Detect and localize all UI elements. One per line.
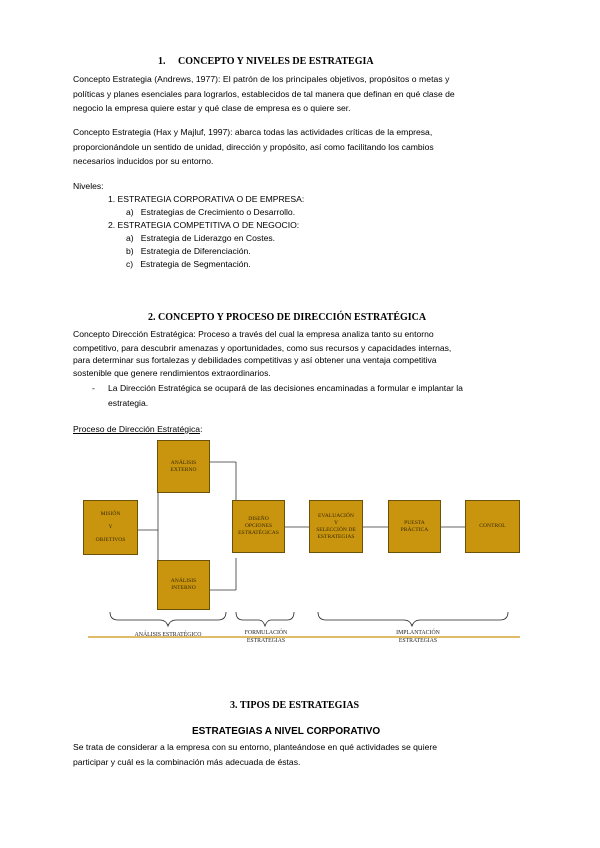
phase-formulacion [232, 630, 300, 645]
level-2-item: a) Estrategia de Liderazgo en Costes. [126, 233, 276, 243]
box-label: ESTRATEGIAS [317, 533, 355, 540]
proceso-label-text: Proceso de Dirección Estratégica [73, 424, 201, 434]
bullet-line: estrategia. [108, 398, 149, 408]
section2-title: 2. CONCEPTO Y PROCESO DE DIRECCIÓN ESTRATÉGICA [148, 312, 427, 323]
box-label: Y [108, 524, 113, 530]
text-line: Se trata de considerar a la empresa con su entorno, planteándose en qué actividades se quiere [73, 742, 438, 752]
phase-label-line: ESTRATEGIAS [246, 637, 286, 644]
box-label: OPCIONES [244, 523, 273, 529]
box-label: DISEÑO [248, 516, 269, 522]
box-label: ANÁLISIS [170, 459, 197, 466]
phase-label-line: FORMULACIÓN [244, 630, 288, 636]
box-label: ESTRATÉGICAS [238, 530, 279, 536]
mision-objetivos-box [83, 500, 138, 555]
box-label: MISIÓN [100, 511, 121, 517]
level-2-item: b) Estrategia de Diferenciación. [126, 246, 251, 256]
text-line: negocio la empresa quiere estar y qué clase de empresa es o quiere ser. [73, 103, 351, 114]
box-label: EVALUACIÓN [318, 512, 354, 519]
level-2-item: c) Estrategia de Segmentación. [126, 259, 251, 269]
box-label: OBJETIVOS [95, 537, 126, 543]
text-line: Concepto Estrategia (Andrews, 1977): El patrón de los principales objetivos, propósitos o metas y [73, 74, 450, 84]
niveles-label: Niveles: [73, 181, 104, 191]
analisis-externo-box [157, 440, 210, 493]
section1-title: 1. CONCEPTO Y NIVELES DE ESTRATEGIA [158, 56, 374, 67]
level-1-item: a) Estrategias de Crecimiento o Desarrollo. [126, 207, 296, 217]
evaluacion-seleccion-box [309, 500, 363, 553]
box-label: PUESTA [404, 519, 425, 526]
box-label: PRÁCTICA [400, 526, 429, 533]
box-label: Y [333, 519, 339, 526]
box-label: ANÁLISIS [170, 578, 197, 584]
section3-paragraph [73, 740, 527, 769]
text-line: políticas y planes esenciales para lograrlos, establecidos de tal manera que definan en qué clase de [73, 88, 455, 99]
text-line: necesarios inducidos por su entorno. [73, 156, 214, 167]
box-label: SELECCIÓN DE [316, 526, 356, 533]
section3-title: 3. TIPOS DE ESTRATEGIAS [230, 700, 360, 711]
bullet-line: La Dirección Estratégica se ocupará de las decisiones encaminadas a formular e implantar la [108, 383, 463, 393]
text-line: sostenible que genere rendimientos extraordinarios. [73, 367, 271, 378]
level-1-heading: 1. ESTRATEGIA CORPORATIVA O DE EMPRESA: [108, 194, 305, 204]
text-line: para determinar sus fortalezas y debilidades competitivas y así obtener una ventaja competitiva [73, 355, 437, 366]
text-line: Concepto Dirección Estratégica: Proceso a través del cual la empresa analiza tanto su entorno [73, 329, 434, 339]
phase-analisis-estrategico: ANÁLISIS ESTRATÉGICO [134, 632, 202, 638]
box-label: CONTROL [479, 523, 506, 529]
control-box [465, 500, 520, 553]
diseno-opciones-box [232, 500, 285, 553]
proceso-label-colon: : [200, 424, 203, 434]
text-line: participar y cuál es la combinación más adecuada de éstas. [73, 756, 301, 767]
phase-label-line: IMPLANTACIÓN [396, 630, 440, 636]
puesta-practica-box [388, 500, 441, 553]
bullet-mark: - [92, 383, 95, 393]
box-label: INTERNO [171, 585, 196, 591]
box-label: EXTERNO [170, 466, 197, 473]
analisis-interno-box [157, 560, 210, 610]
level-2-heading: 2. ESTRATEGIA COMPETITIVA O DE NEGOCIO: [108, 220, 300, 230]
text-line: competitivo, para descubrir amenazas y oportunidades, como sus recursos y capacidades internas, [73, 342, 452, 353]
phase-label-line: ESTRATEGIAS [398, 637, 438, 644]
section3-subtitle: ESTRATEGIAS A NIVEL CORPORATIVO [192, 726, 381, 737]
phase-implantacion [368, 630, 468, 645]
text-line: Concepto Estrategia (Hax y Majluf, 1997): abarca todas las actividades críticas de la empresa, [73, 127, 433, 137]
text-line: proporcionándole un sentido de unidad, dirección y propósito, así como facilitando los cambios [73, 141, 434, 152]
